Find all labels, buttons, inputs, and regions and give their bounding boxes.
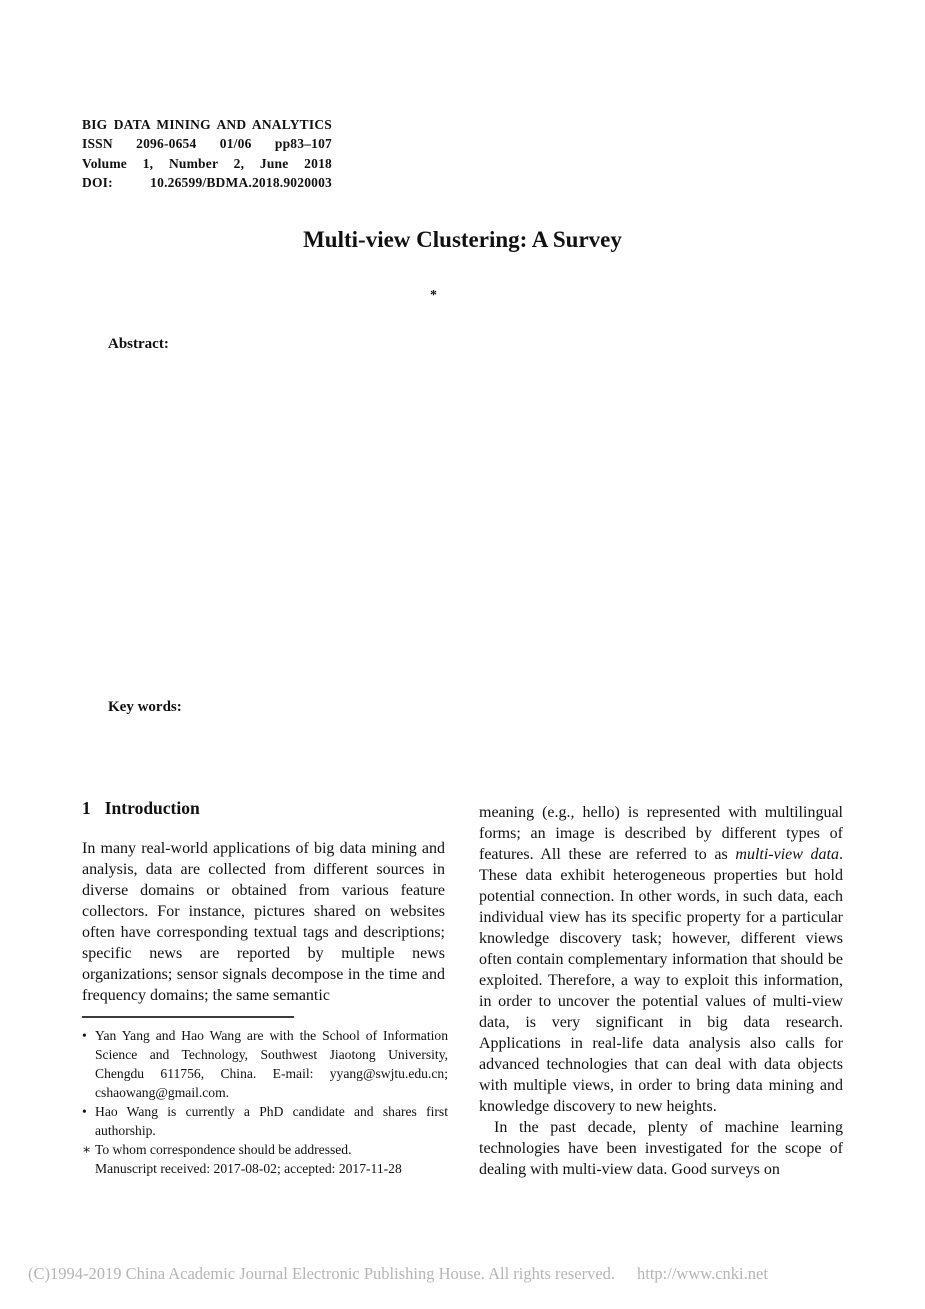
journal-issn-line: ISSN 2096-0654 01/06 pp83–107 [82,136,332,152]
asterisk-icon: ∗ [82,1142,92,1157]
journal-volume-line: Volume 1, Number 2, June 2018 [82,155,332,171]
footnote-item-manuscript-dates [82,1159,448,1178]
footnote-item-authorship [82,1102,448,1140]
journal-name: BIG DATA MINING AND ANALYTICS [82,117,332,132]
intro-paragraph-right: meaning (e.g., hello) is represented with multilingual forms; an image is described by different types of features. All these are referred to as multi-view data. These data exhibit heterogeneous properties but hold potential connection. In other words, in such data, each individual view has its specific property for a particular knowledge discovery task; however, different views often contain complementary information that should be exploited. Therefore, a way to exploit this information, in order to uncover the potential values of multi-view data, is very significant in big data research. Applications in real-life data analysis also calls for advanced technologies that can deal with data objects with multiple views, in order to bring data mining and knowledge discovery to new heights. [479,804,844,1115]
section-number: 1 [82,798,91,818]
footnote-item-affiliation [82,1026,448,1102]
keywords-label: Key words: [108,699,182,715]
footnote-list [82,1026,448,1178]
journal-header [82,115,332,193]
footnote-item-correspondence [82,1140,448,1159]
footnote-text: Manuscript received: 2017-08-02; accepted: 2017-11-28 [95,1161,402,1176]
journal-doi-line: DOI: 10.26599/BDMA.2018.9020003 [82,175,332,191]
bullet-icon: • [82,1028,87,1043]
author-note-asterisk: * [430,288,437,303]
abstract-label: Abstract: [108,336,169,352]
right-column [479,802,843,1180]
left-column [82,838,445,1006]
paper-title: Multi-view Clustering: A Survey [303,227,622,252]
footnote-text: Yan Yang and Hao Wang are with the School of Information Science and Technology, Southwest Jiaotong University, Chengdu 611756, China. E-mail: yyang@swjtu.edu.cn; cshaowang@gmail.com. [95,1028,448,1100]
footnote-text: To whom correspondence should be addressed. [95,1142,352,1157]
keywords-block [108,699,843,716]
footer-copyright: (C)1994-2019 China Academic Journal Electronic Publishing House. All rights reserved. [28,1264,616,1283]
footer-url: http://www.cnki.net [637,1264,768,1283]
footnote-divider [82,1016,294,1018]
page-footer [28,1264,908,1284]
footnote-text: Hao Wang is currently a PhD candidate and shares first authorship. [95,1104,448,1138]
section-heading-introduction [82,798,200,819]
intro-paragraph-right-2: In the past decade, plenty of machine learning technologies have been investigated for the scope of dealing with multi-view data. Good surveys on [479,1119,843,1178]
intro-paragraph-left: In many real-world applications of big data mining and analysis, data are collected from different sources in diverse domains or obtained from various feature collectors. For instance, pictures shared on websites often have corresponding textual tags and descriptions; specific news are reported by multiple news organizations; sensor signals decompose in the time and frequency domains; the same semantic [82,840,445,1004]
abstract-block [108,336,843,353]
section-title: Introduction [104,798,200,818]
bullet-icon: • [82,1104,87,1119]
